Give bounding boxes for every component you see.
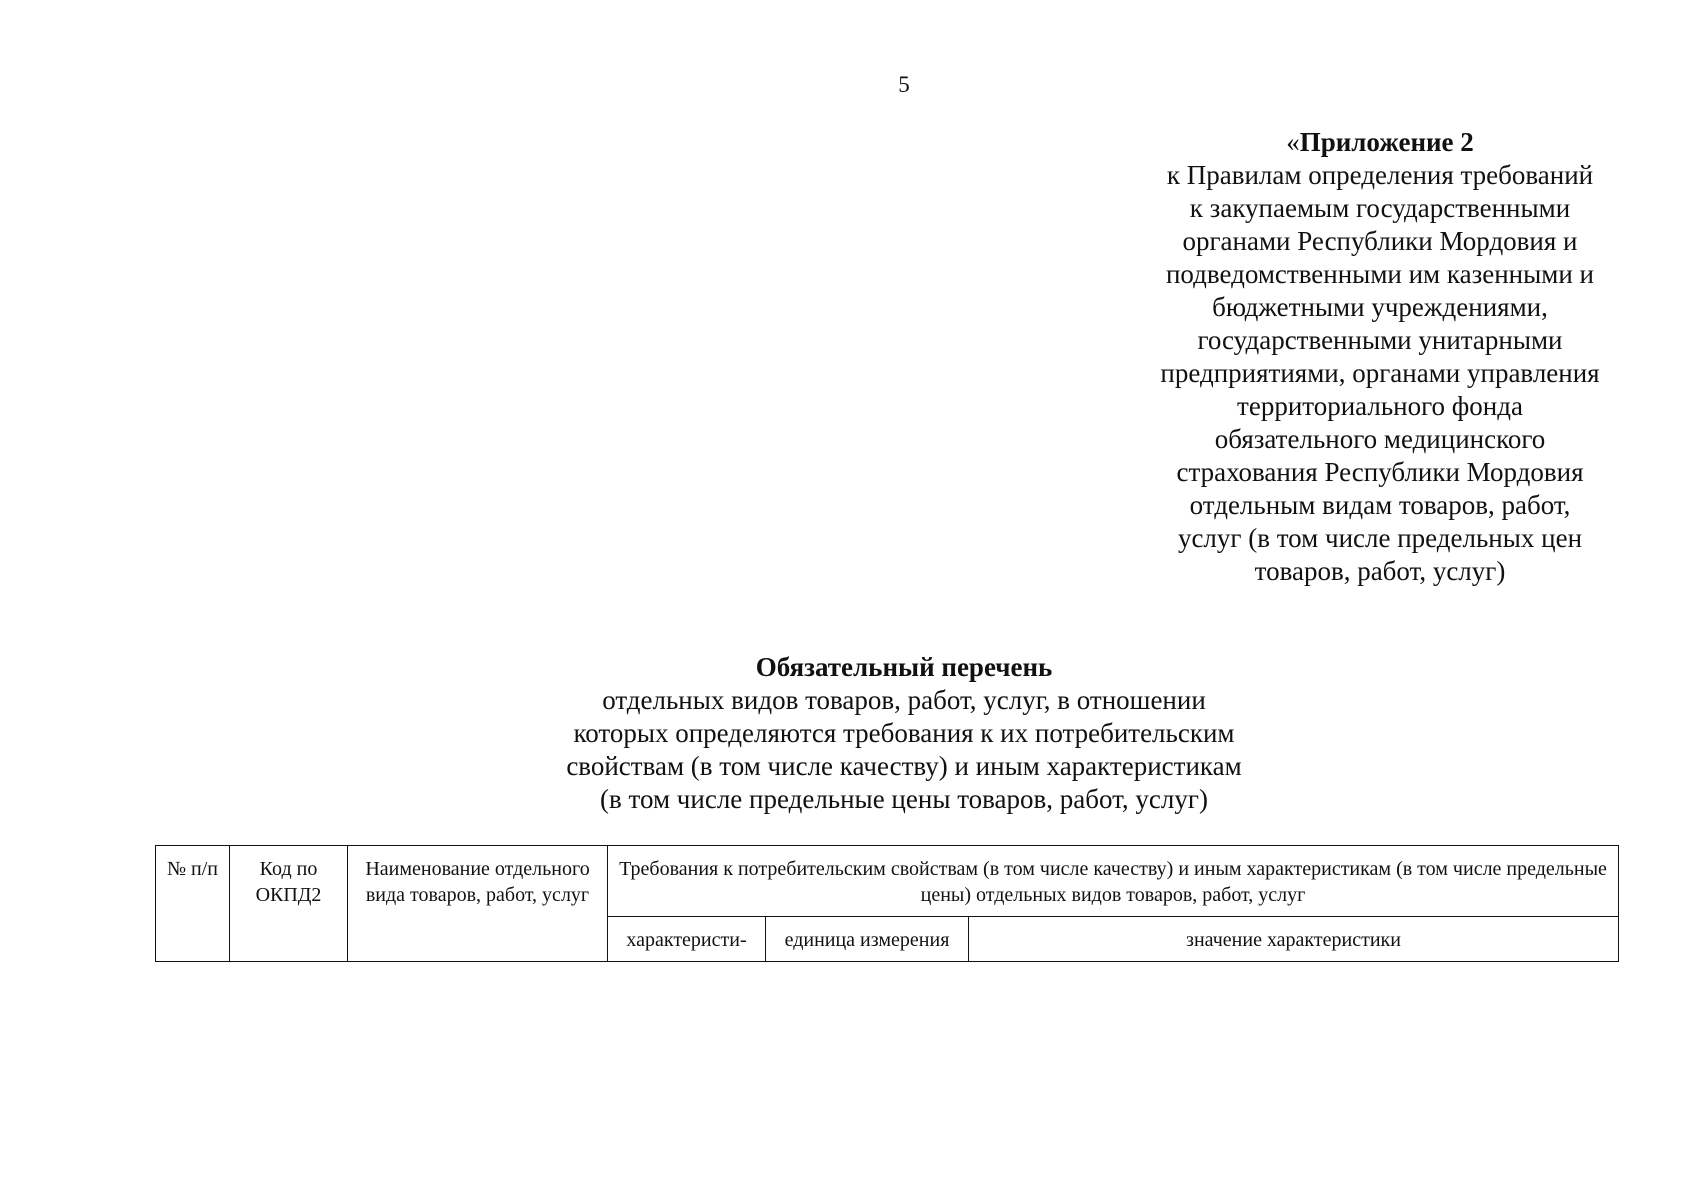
requirements-table: [155, 845, 1619, 962]
opening-quote: «: [1286, 127, 1300, 157]
header-number: № п/п: [156, 846, 230, 962]
header-name: Наименование отдельного вида товаров, работ, услуг: [348, 846, 608, 962]
appendix-line: государственными унитарными: [1197, 325, 1563, 355]
list-heading-line: свойствам (в том числе качеству) и иным характеристикам: [566, 751, 1242, 781]
header-requirements: Требования к потребительским свойствам (в том числе качеству) и иным характеристикам (в том числе предельные цены) отдельных видов товаров, работ, услуг: [608, 846, 1619, 917]
appendix-line: подведомственными им казенными и: [1165, 259, 1595, 289]
subheader-characteristic: характеристи-: [608, 917, 766, 962]
header-okpd-code: Код по ОКПД2: [230, 846, 348, 962]
list-heading: [0, 651, 1697, 816]
appendix-line: страхования Республики Мордовия: [1176, 457, 1584, 487]
appendix-line: к Правилам определения требований: [1166, 160, 1594, 190]
subheader-value: значение характеристики: [969, 917, 1619, 962]
appendix-block: [1120, 126, 1640, 588]
appendix-line: к закупаемым государственными: [1189, 193, 1571, 223]
appendix-line: отдельным видам товаров, работ,: [1189, 490, 1571, 520]
list-heading-title: Обязательный перечень: [755, 652, 1053, 682]
appendix-title: Приложение 2: [1299, 127, 1474, 157]
table-header-row: [156, 846, 1619, 917]
appendix-line: органами Республики Мордовия и: [1182, 226, 1578, 256]
subheader-unit: единица измерения: [766, 917, 969, 962]
appendix-line: бюджетными учреждениями,: [1212, 292, 1548, 322]
appendix-title-line: [1120, 126, 1640, 159]
list-heading-line: отдельных видов товаров, работ, услуг, в отношении: [602, 685, 1206, 715]
list-heading-line: (в том числе предельные цены товаров, работ, услуг): [600, 784, 1208, 814]
appendix-line: территориального фонда: [1237, 391, 1523, 421]
appendix-line: товаров, работ, услуг): [1254, 556, 1506, 586]
appendix-line: предприятиями, органами управления: [1160, 358, 1600, 388]
appendix-line: обязательного медицинского: [1214, 424, 1546, 454]
page-number: 5: [898, 72, 910, 97]
list-heading-line: которых определяются требования к их потребительским: [573, 718, 1235, 748]
appendix-line: услуг (в том числе предельных цен: [1177, 523, 1583, 553]
